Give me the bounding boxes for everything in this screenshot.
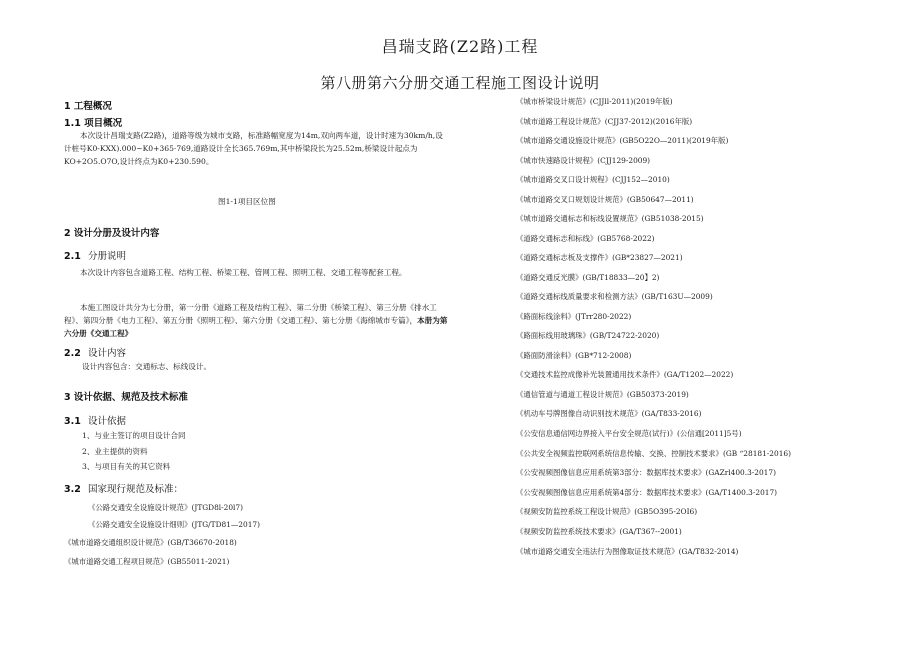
standard-reference: 《通信管道与通道工程设计规范》(GB50373-2019) bbox=[516, 390, 689, 399]
section-3-1-title: 设计依据 bbox=[88, 416, 127, 427]
volume-description-text: 本次设计内容包含道路工程、结构工程、桥梁工程、管网工程、照明工程、交通工程等配套工程。 bbox=[80, 268, 407, 277]
basis-item: 3、与项目有关的其它资料 bbox=[82, 462, 171, 471]
section-2-2-heading bbox=[64, 345, 126, 359]
basis-item: 1、与业主签订的项目设计合同 bbox=[82, 431, 186, 440]
standard-reference: 《城市道路交通设施设计规范》(GB5O22O—2011)(2019年版) bbox=[516, 136, 729, 145]
standard-reference: 《路面防滑涂料》(GB*712-2008) bbox=[516, 351, 632, 360]
standard-reference: 《公共安全视频监控联网系统信息传输、交换、控制技术要求》(GB “28181-2016) bbox=[516, 449, 791, 458]
standard-reference: 《视频安防监控系统工程设计规范》(GB5O395-2OI6) bbox=[516, 507, 698, 516]
standard-reference: 《道路交通标志板及支撑件》(GB*23827—2021) bbox=[516, 253, 683, 262]
standard-reference: 《城市道路交叉口设计规程》(CJJ152—2010) bbox=[516, 175, 670, 184]
document-title: 昌瑞支路(Z2路)工程 bbox=[381, 37, 539, 56]
section-3-heading: 3 设计依据、规范及技术标准 bbox=[64, 392, 188, 403]
volume-list-body: 本施工图设计共分为七分册，第一分册《道路工程及结构工程》、第二分册《桥梁工程》、第三分册《排水工程》、第四分册《电力工程》、第五分册《照明工程》、第六分册《交通工程》、第七分册《海绵城市专篇》， bbox=[64, 303, 437, 325]
project-overview-text: 本次设计昌瑞支路(Z2路)，道路等级为城市支路，标准路幅宽度为14m,双向两车道，设计时速为30km/h,设计桩号K0-KXX).000~K0+365·769,道路设计全长365.769m,其中桥梁段长为25.52m,桥梁设计起点为KO+2O5.O7O,设计终点为K0+230.590。 bbox=[64, 131, 443, 166]
standard-reference: 《城市道路工程设计规范》(CJJ37-2012)(2016年版) bbox=[516, 117, 693, 126]
section-2-1-title: 分册说明 bbox=[88, 251, 127, 262]
standard-reference: 《城市道路交通组织设计规范》(GB/T36670-2018) bbox=[64, 538, 237, 547]
standard-reference: 《路面标线涂料》(JTrr280-2022) bbox=[516, 312, 632, 321]
section-3-1-number: 3.1 bbox=[64, 416, 81, 427]
standard-reference: 《公安信息通信网边界接入平台安全规范(试行)》(公信通[2011]5号) bbox=[516, 429, 742, 438]
section-3-2-heading bbox=[64, 481, 183, 495]
section-1-1-heading: 1.1 项目概况 bbox=[64, 118, 123, 129]
standard-reference: 《道路交通标线质量要求和检测方法》(GB/T163U—2009) bbox=[516, 292, 713, 301]
standard-reference: 《城市道路交通标志和标线设置规范》(GB51038-2015) bbox=[516, 214, 704, 223]
standard-reference: 《视频安防监控系统技术要求》(GA/T367--2001) bbox=[516, 527, 682, 536]
volume-current-note: 本册为第六分册《交通工程》 bbox=[64, 316, 448, 338]
document-subtitle: 第八册第六分册交通工程施工图设计说明 bbox=[320, 74, 600, 92]
standard-reference: 《交通技术监控成像补光装置通用技术条件》(GA/T1202—2022) bbox=[516, 370, 734, 379]
standard-reference: 《公安视频图像信息应用系统第3部分：数据库技术要求》(GAZrl400.3-2017) bbox=[516, 468, 776, 477]
standard-reference: 《城市道路交通安全违法行为图像取证技术规范》(GA/T832-2014) bbox=[516, 547, 739, 556]
standard-reference: 《路面标线用玻璃珠》(GB/T24722-2020) bbox=[516, 331, 660, 340]
section-2-2-number: 2.2 bbox=[64, 348, 81, 359]
section-2-heading: 2 设计分册及设计内容 bbox=[64, 228, 160, 239]
standard-reference: 《道路交通反光膜》(GB/T18833—20】2) bbox=[516, 273, 660, 282]
standard-reference: 《公安视频图像信息应用系统第4部分：数据库技术要求》(GA/T1400.3-2017) bbox=[516, 488, 778, 497]
section-2-1-heading bbox=[64, 248, 126, 262]
standard-reference: 《公路交通安全设施设计细则》(JTG/TD81—2017) bbox=[88, 520, 260, 529]
volume-list-text bbox=[64, 301, 449, 340]
standard-reference: 《城市桥梁设计规范》(CJJll-2011)(2019年版) bbox=[516, 97, 673, 106]
standard-reference: 《机动车号牌图像自动识别技术规范》(GA/T833-2016) bbox=[516, 409, 702, 418]
section-1-heading: 1 工程概况 bbox=[64, 101, 112, 112]
standard-reference: 《城市道路交叉口规划设计规范》(GB50647—2011) bbox=[516, 195, 694, 204]
standard-reference: 《城市快速路设计规程》(CJJ129-2009) bbox=[516, 156, 651, 165]
standard-reference: 《公路交通安全设施设计规范》(JTGD8l-20l7) bbox=[88, 503, 243, 512]
standard-reference: 《城市道路交通工程项目规范》(GB55011-2021) bbox=[64, 557, 230, 566]
section-3-1-heading bbox=[64, 413, 126, 427]
basis-item: 2、业主提供的资料 bbox=[82, 447, 148, 456]
section-3-2-title: 国家现行规范及标准： bbox=[88, 484, 184, 495]
figure-caption: 图1-1项目区位图 bbox=[218, 197, 276, 206]
section-2-2-title: 设计内容 bbox=[88, 348, 127, 359]
design-content-text: 设计内容包含：交通标志、标线设计。 bbox=[82, 362, 212, 371]
section-2-1-number: 2.1 bbox=[64, 251, 81, 262]
standard-reference: 《道路交通标志和标线》(GB5768-2022) bbox=[516, 234, 655, 243]
section-3-2-number: 3.2 bbox=[64, 484, 81, 495]
